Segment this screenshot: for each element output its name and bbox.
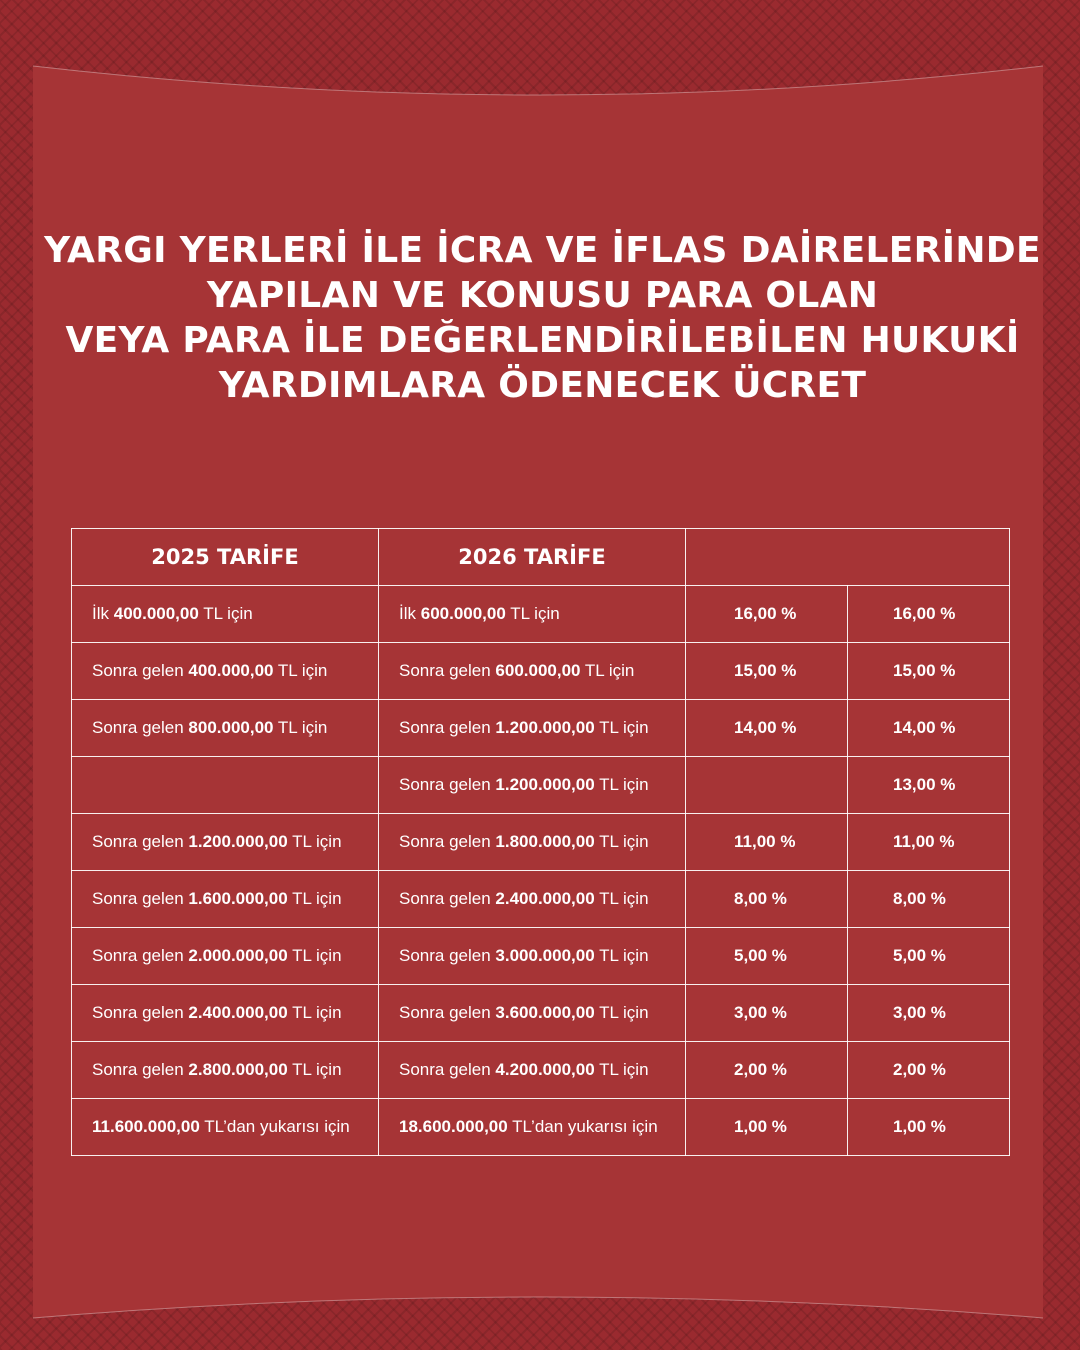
suffix-text: TL için bbox=[594, 946, 649, 965]
prefix-text: İlk bbox=[399, 604, 421, 623]
suffix-text: TL için bbox=[594, 889, 649, 908]
title-line-3: VEYA PARA İLE DEĞERLENDİRİLEBİLEN HUKUKİ bbox=[65, 320, 1020, 361]
prefix-text: Sonra gelen bbox=[399, 1003, 496, 1022]
amount-text: 1.200.000,00 bbox=[495, 718, 595, 737]
tariff-2025-cell bbox=[72, 1042, 379, 1099]
suffix-text: TL için bbox=[594, 1003, 649, 1022]
table-row bbox=[72, 700, 1010, 757]
tariff-2026-cell bbox=[379, 643, 686, 700]
rate-2025-cell: 11,00 % bbox=[686, 814, 848, 871]
amount-text: 1.200.000,00 bbox=[188, 832, 288, 851]
rate-2025-cell: 1,00 % bbox=[686, 1099, 848, 1156]
rate-2026-cell: 11,00 % bbox=[848, 814, 1010, 871]
tariff-2025-cell bbox=[72, 643, 379, 700]
table-body bbox=[72, 586, 1010, 1156]
amount-text: 3.000.000,00 bbox=[495, 946, 595, 965]
rate-2026-cell: 15,00 % bbox=[848, 643, 1010, 700]
prefix-text: Sonra gelen bbox=[399, 661, 496, 680]
table-row bbox=[72, 985, 1010, 1042]
rate-2026-cell: 3,00 % bbox=[848, 985, 1010, 1042]
rate-2026-cell: 5,00 % bbox=[848, 928, 1010, 985]
tariff-2025-cell bbox=[72, 814, 379, 871]
tariff-2026-cell bbox=[379, 928, 686, 985]
rate-2025-cell: 8,00 % bbox=[686, 871, 848, 928]
amount-text: 400.000,00 bbox=[188, 661, 274, 680]
suffix-text: TL için bbox=[273, 718, 328, 737]
rate-2025-cell: 5,00 % bbox=[686, 928, 848, 985]
amount-text: 18.600.000,00 bbox=[399, 1117, 508, 1136]
prefix-text: Sonra gelen bbox=[399, 718, 496, 737]
tariff-2026-cell bbox=[379, 985, 686, 1042]
suffix-text: TL için bbox=[287, 1003, 342, 1022]
suffix-text: TL için bbox=[580, 661, 635, 680]
suffix-text: TL’dan yukarısı için bbox=[507, 1117, 658, 1136]
tariff-2025-cell bbox=[72, 757, 379, 814]
amount-text: 3.600.000,00 bbox=[495, 1003, 595, 1022]
amount-text: 600.000,00 bbox=[420, 604, 506, 623]
amount-text: 1.200.000,00 bbox=[495, 775, 595, 794]
suffix-text: TL için bbox=[505, 604, 560, 623]
prefix-text: Sonra gelen bbox=[399, 1060, 496, 1079]
tariff-2026-cell bbox=[379, 1042, 686, 1099]
amount-text: 4.200.000,00 bbox=[495, 1060, 595, 1079]
tariff-2026-cell bbox=[379, 814, 686, 871]
rate-2026-cell: 13,00 % bbox=[848, 757, 1010, 814]
amount-text: 800.000,00 bbox=[188, 718, 274, 737]
rate-2026-cell: 16,00 % bbox=[848, 586, 1010, 643]
table-row bbox=[72, 1099, 1010, 1156]
header-rates bbox=[686, 529, 1010, 586]
tariff-2026-cell bbox=[379, 700, 686, 757]
suffix-text: TL için bbox=[594, 718, 649, 737]
rate-2025-cell: 16,00 % bbox=[686, 586, 848, 643]
table-row bbox=[72, 757, 1010, 814]
table-row bbox=[72, 586, 1010, 643]
rate-2026-cell: 8,00 % bbox=[848, 871, 1010, 928]
header-2026-tarife: 2026 TARİFE bbox=[379, 529, 686, 586]
table-row bbox=[72, 643, 1010, 700]
rate-2025-cell: 15,00 % bbox=[686, 643, 848, 700]
suffix-text: TL için bbox=[198, 604, 253, 623]
amount-text: 1.600.000,00 bbox=[188, 889, 288, 908]
amount-text: 11.600.000,00 bbox=[92, 1117, 200, 1136]
rate-2025-cell: 14,00 % bbox=[686, 700, 848, 757]
suffix-text: TL için bbox=[287, 946, 342, 965]
prefix-text: Sonra gelen bbox=[399, 775, 496, 794]
tariff-2026-cell bbox=[379, 871, 686, 928]
prefix-text: Sonra gelen bbox=[92, 946, 189, 965]
tariff-2026-cell bbox=[379, 757, 686, 814]
table-row bbox=[72, 871, 1010, 928]
table-row bbox=[72, 814, 1010, 871]
title-line-4: YARDIMLARA ÖDENECEK ÜCRET bbox=[218, 365, 867, 406]
prefix-text: Sonra gelen bbox=[399, 832, 496, 851]
amount-text: 400.000,00 bbox=[113, 604, 199, 623]
prefix-text: Sonra gelen bbox=[399, 889, 496, 908]
header-2025-tarife: 2025 TARİFE bbox=[72, 529, 379, 586]
suffix-text: TL için bbox=[287, 1060, 342, 1079]
tariff-2025-cell bbox=[72, 1099, 379, 1156]
table-header-row bbox=[72, 529, 1010, 586]
title-line-2: YAPILAN VE KONUSU PARA OLAN bbox=[206, 275, 879, 316]
suffix-text: TL için bbox=[273, 661, 328, 680]
prefix-text: Sonra gelen bbox=[92, 718, 189, 737]
prefix-text: Sonra gelen bbox=[92, 1060, 189, 1079]
amount-text: 2.400.000,00 bbox=[188, 1003, 288, 1022]
table-row bbox=[72, 928, 1010, 985]
amount-text: 2.000.000,00 bbox=[188, 946, 288, 965]
amount-text: 600.000,00 bbox=[495, 661, 581, 680]
amount-text: 2.400.000,00 bbox=[495, 889, 595, 908]
rate-2026-cell: 14,00 % bbox=[848, 700, 1010, 757]
page-title bbox=[40, 228, 1045, 408]
rate-2025-cell bbox=[686, 757, 848, 814]
suffix-text: TL için bbox=[287, 889, 342, 908]
suffix-text: TL için bbox=[594, 775, 649, 794]
prefix-text: Sonra gelen bbox=[92, 1003, 189, 1022]
suffix-text: TL’dan yukarısı için bbox=[199, 1117, 350, 1136]
tariff-2026-cell bbox=[379, 1099, 686, 1156]
suffix-text: TL için bbox=[594, 832, 649, 851]
tariff-table bbox=[71, 528, 1010, 1156]
tariff-2025-cell bbox=[72, 985, 379, 1042]
prefix-text: Sonra gelen bbox=[92, 661, 189, 680]
rate-2026-cell: 1,00 % bbox=[848, 1099, 1010, 1156]
suffix-text: TL için bbox=[594, 1060, 649, 1079]
rate-2026-cell: 2,00 % bbox=[848, 1042, 1010, 1099]
rate-2025-cell: 3,00 % bbox=[686, 985, 848, 1042]
amount-text: 2.800.000,00 bbox=[188, 1060, 288, 1079]
prefix-text: Sonra gelen bbox=[399, 946, 496, 965]
rate-2025-cell: 2,00 % bbox=[686, 1042, 848, 1099]
tariff-2025-cell bbox=[72, 700, 379, 757]
prefix-text: Sonra gelen bbox=[92, 832, 189, 851]
prefix-text: Sonra gelen bbox=[92, 889, 189, 908]
tariff-2026-cell bbox=[379, 586, 686, 643]
suffix-text: TL için bbox=[287, 832, 342, 851]
title-line-1: YARGI YERLERİ İLE İCRA VE İFLAS DAİRELERİNDE bbox=[44, 230, 1041, 271]
tariff-2025-cell bbox=[72, 928, 379, 985]
tariff-2025-cell bbox=[72, 871, 379, 928]
amount-text: 1.800.000,00 bbox=[495, 832, 595, 851]
table-row bbox=[72, 1042, 1010, 1099]
prefix-text: İlk bbox=[92, 604, 114, 623]
tariff-2025-cell bbox=[72, 586, 379, 643]
